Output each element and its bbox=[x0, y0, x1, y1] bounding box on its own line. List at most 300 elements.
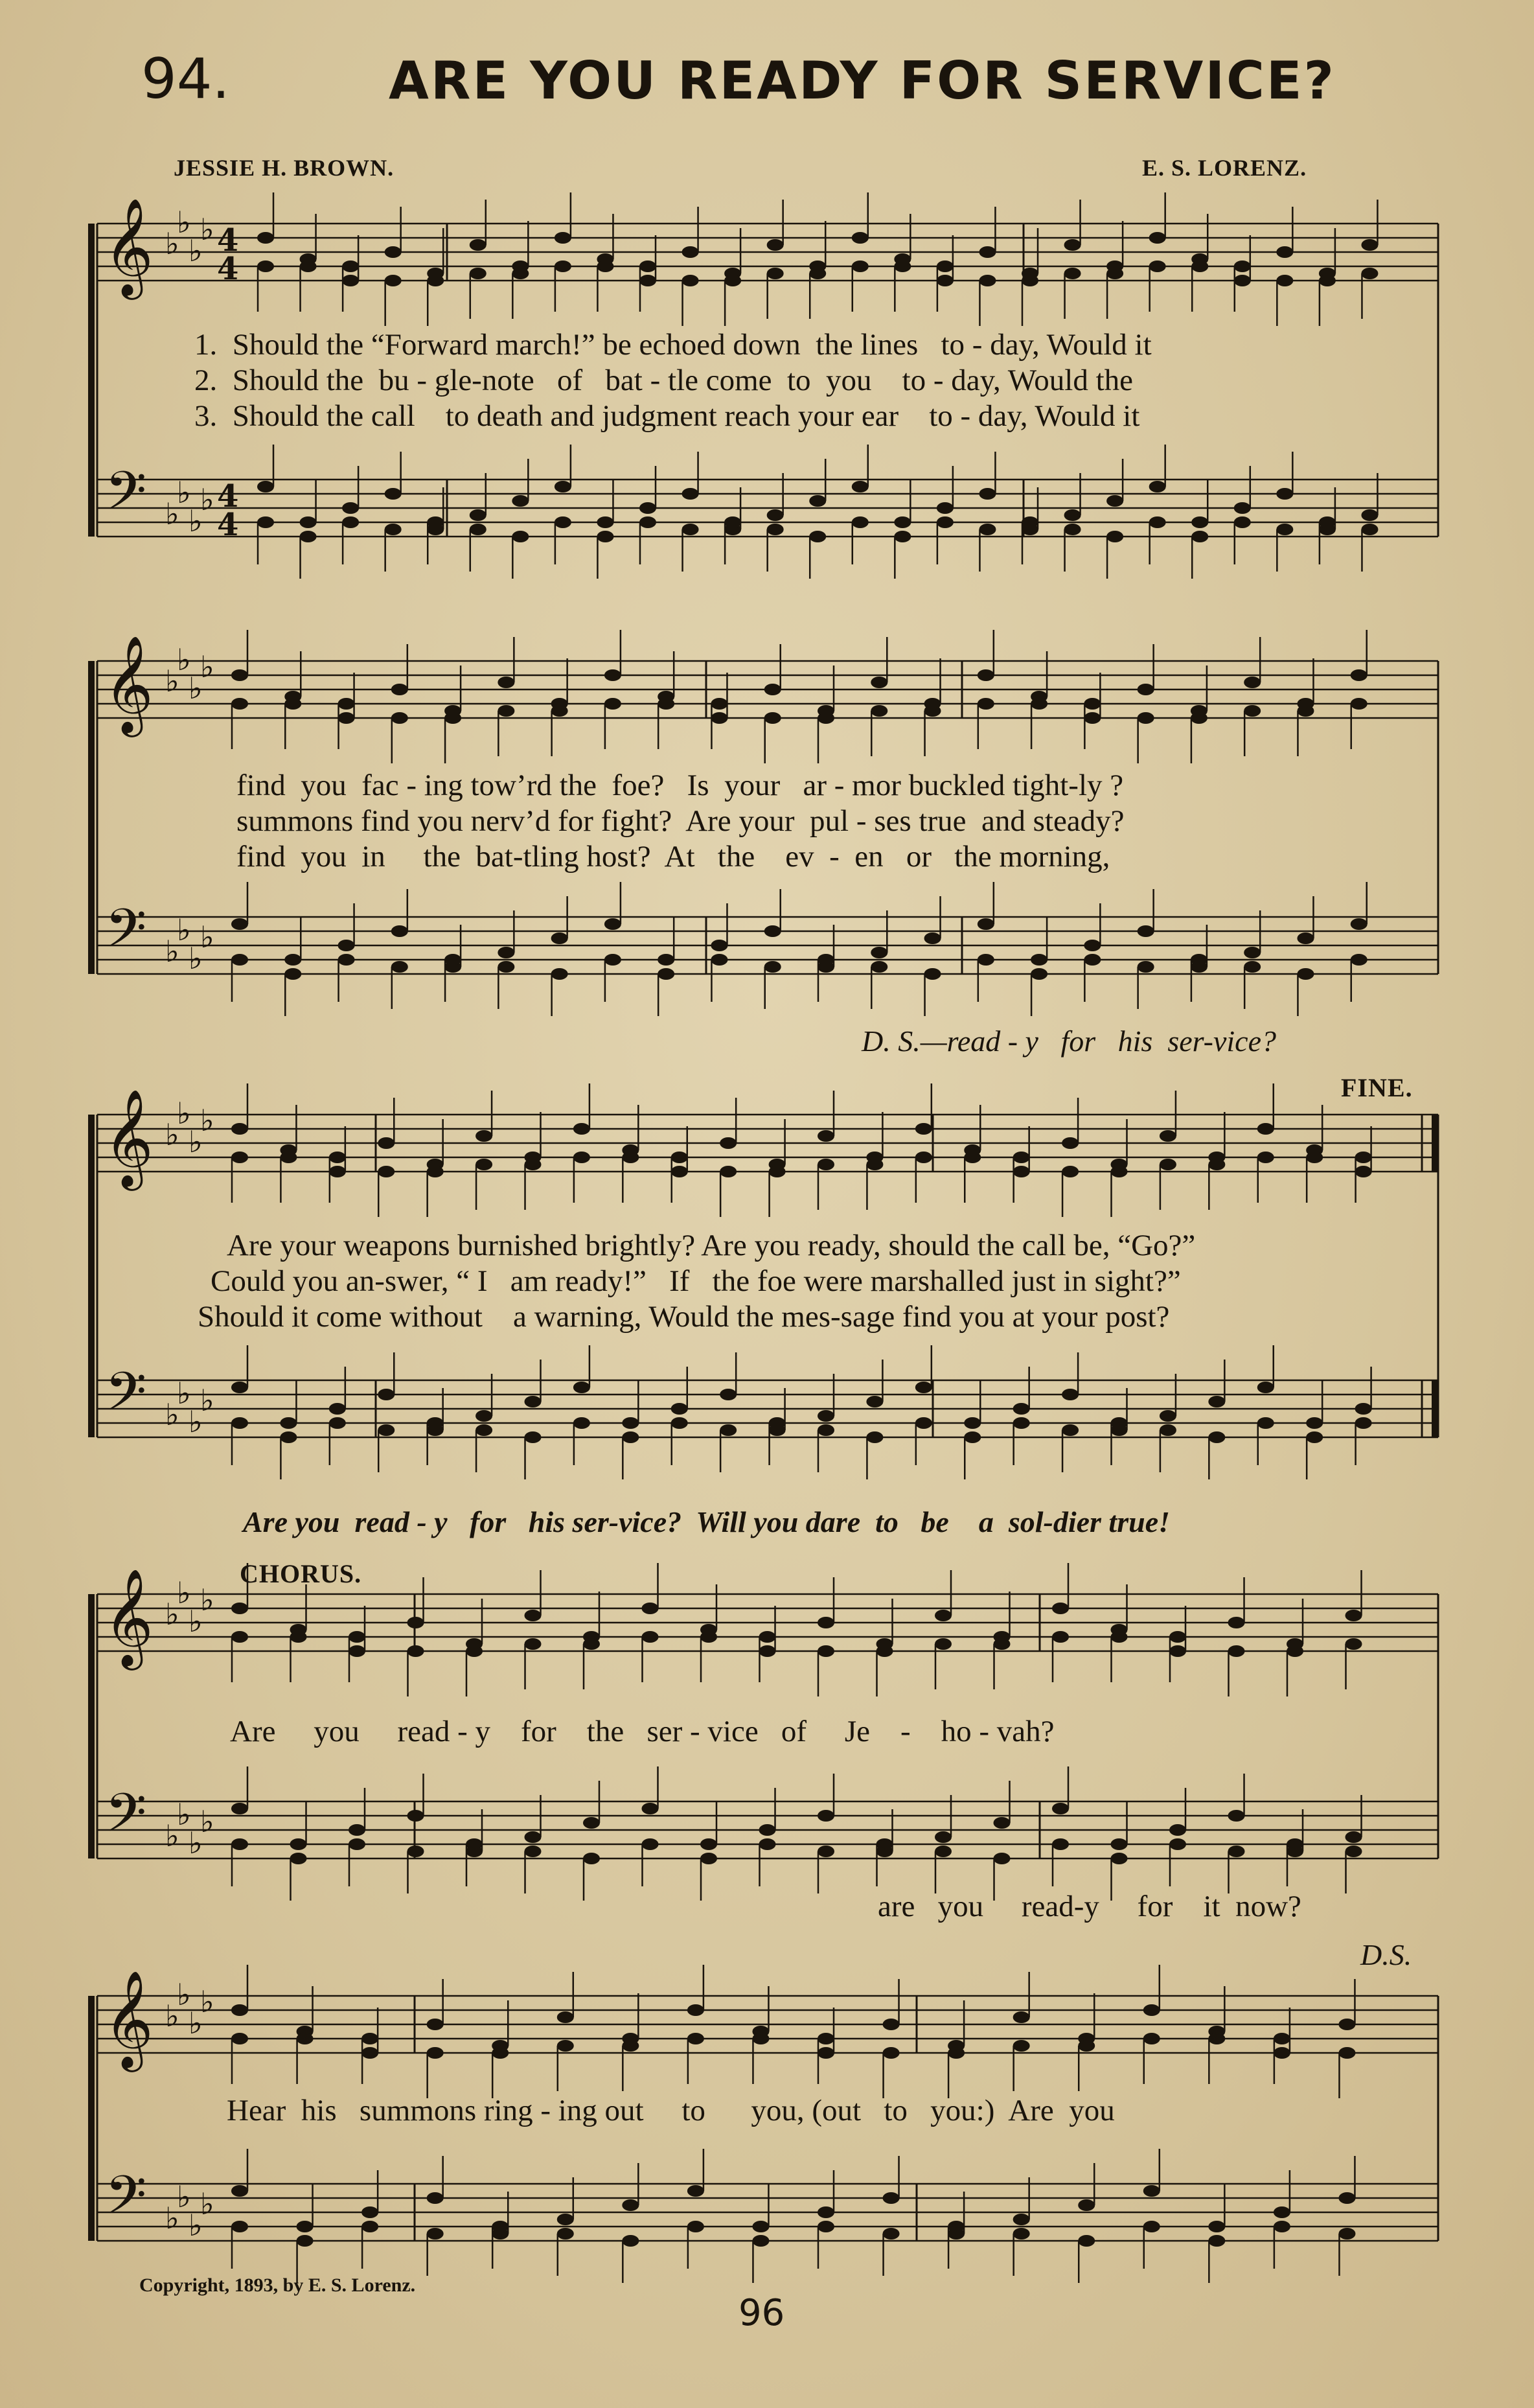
note-head bbox=[818, 2047, 834, 2059]
note-head bbox=[658, 968, 674, 980]
note-head bbox=[1149, 516, 1166, 528]
note-head bbox=[871, 961, 887, 973]
note-head bbox=[1338, 2019, 1355, 2030]
flat-icon: ♭ bbox=[200, 212, 214, 247]
note-head bbox=[342, 516, 359, 528]
note-head bbox=[555, 481, 571, 492]
note-head bbox=[711, 712, 727, 724]
flat-icon: ♭ bbox=[189, 2006, 203, 2041]
note-head bbox=[1355, 1417, 1372, 1429]
note-head bbox=[427, 516, 444, 528]
note-head bbox=[231, 1631, 248, 1643]
note-head bbox=[1084, 954, 1101, 966]
flat-icon: ♭ bbox=[165, 664, 179, 699]
note-head bbox=[231, 1603, 248, 1614]
note-head bbox=[1338, 2228, 1355, 2240]
note-head bbox=[994, 1853, 1011, 1864]
note-head bbox=[924, 932, 941, 944]
note-head bbox=[1149, 232, 1166, 244]
note-head bbox=[915, 1152, 932, 1163]
note-head bbox=[1160, 1130, 1176, 1142]
note-head bbox=[964, 1431, 981, 1443]
note-head bbox=[512, 531, 529, 542]
note-head bbox=[978, 698, 994, 710]
note-head bbox=[284, 968, 301, 980]
note-head bbox=[1191, 712, 1208, 724]
note-head bbox=[498, 705, 514, 717]
composer-credit: E. S. LORENZ. bbox=[1142, 155, 1307, 181]
note-head bbox=[876, 1645, 893, 1657]
note-head bbox=[551, 705, 568, 717]
note-head bbox=[1319, 275, 1336, 286]
note-head bbox=[385, 246, 402, 258]
note-head bbox=[1274, 2033, 1290, 2044]
note-head bbox=[1345, 1610, 1362, 1621]
note-head bbox=[724, 516, 741, 528]
note-head bbox=[894, 531, 911, 542]
note-head bbox=[1111, 1853, 1128, 1864]
note-head bbox=[466, 1838, 483, 1850]
note-head bbox=[573, 1417, 590, 1429]
note-head bbox=[1111, 1631, 1128, 1643]
note-head bbox=[604, 669, 621, 681]
note-head bbox=[764, 925, 781, 937]
time-signature: 4 bbox=[217, 507, 239, 543]
note-head bbox=[525, 1159, 542, 1170]
note-head bbox=[1111, 1838, 1128, 1850]
flat-icon: ♭ bbox=[165, 1117, 179, 1152]
note-head bbox=[1084, 712, 1101, 724]
note-head bbox=[622, 2199, 639, 2211]
note-head bbox=[1084, 698, 1101, 710]
note-head bbox=[948, 2221, 965, 2232]
note-head bbox=[1062, 1137, 1079, 1149]
note-head bbox=[767, 524, 784, 535]
note-head bbox=[1351, 698, 1368, 710]
note-head bbox=[512, 268, 529, 279]
note-head bbox=[1276, 275, 1293, 286]
note-head bbox=[280, 1431, 297, 1443]
note-head bbox=[1234, 260, 1251, 272]
note-head bbox=[1228, 1617, 1245, 1628]
note-head bbox=[525, 1638, 542, 1650]
note-head bbox=[1013, 2214, 1030, 2225]
note-head bbox=[407, 1846, 424, 1857]
note-head bbox=[257, 260, 274, 272]
note-head bbox=[818, 2221, 834, 2232]
note-head bbox=[342, 260, 359, 272]
note-head bbox=[720, 1424, 737, 1436]
flat-icon: ♭ bbox=[165, 1818, 179, 1853]
flat-icon: ♭ bbox=[165, 1597, 179, 1632]
note-head bbox=[915, 1417, 932, 1429]
note-head bbox=[883, 2019, 900, 2030]
note-head bbox=[1244, 677, 1261, 688]
note-head bbox=[1111, 1166, 1128, 1177]
note-head bbox=[852, 516, 869, 528]
flat-icon: ♭ bbox=[177, 2179, 191, 2214]
note-head bbox=[1276, 488, 1293, 500]
note-head bbox=[764, 961, 781, 973]
system-brace bbox=[88, 1996, 95, 2241]
note-head bbox=[1064, 524, 1081, 535]
flat-icon: ♭ bbox=[189, 671, 203, 706]
note-head bbox=[1013, 2040, 1030, 2052]
note-head bbox=[1257, 1152, 1274, 1163]
note-head bbox=[658, 954, 674, 966]
note-head bbox=[759, 1631, 776, 1643]
note-head bbox=[700, 1631, 717, 1643]
hymn-title: ARE YOU READY FOR SERVICE? bbox=[389, 51, 1336, 111]
note-head bbox=[1361, 509, 1378, 521]
note-head bbox=[498, 677, 514, 688]
note-head bbox=[1169, 1838, 1186, 1850]
note-head bbox=[1234, 502, 1251, 514]
note-head bbox=[1064, 509, 1081, 521]
note-head bbox=[1361, 239, 1378, 251]
note-head bbox=[1351, 669, 1368, 681]
note-head bbox=[979, 246, 996, 258]
time-signature: 4 bbox=[217, 478, 239, 515]
note-head bbox=[935, 1846, 952, 1857]
note-head bbox=[427, 275, 444, 286]
note-head bbox=[671, 1152, 688, 1163]
note-head bbox=[818, 1130, 834, 1142]
note-head bbox=[525, 1396, 542, 1407]
note-head bbox=[1257, 1123, 1274, 1135]
flat-icon: ♭ bbox=[177, 1575, 191, 1610]
flat-icon: ♭ bbox=[200, 482, 214, 517]
note-head bbox=[1064, 268, 1081, 279]
note-head bbox=[604, 918, 621, 930]
note-head bbox=[809, 495, 826, 507]
note-head bbox=[1078, 2040, 1095, 2052]
note-head bbox=[470, 524, 487, 535]
note-head bbox=[1160, 1159, 1176, 1170]
note-head bbox=[866, 1396, 883, 1407]
time-signature: 4 bbox=[217, 222, 239, 259]
note-head bbox=[622, 1431, 639, 1443]
note-head bbox=[1338, 2047, 1355, 2059]
note-head bbox=[1276, 524, 1293, 535]
note-head bbox=[642, 1803, 659, 1814]
verse-2-line-c: Could you an-swer, “ I am ready!” If the foe were marshalled just in sight?” bbox=[211, 1264, 1181, 1298]
note-head bbox=[711, 940, 727, 951]
note-head bbox=[391, 712, 408, 724]
note-head bbox=[809, 531, 826, 542]
note-head bbox=[915, 1123, 932, 1135]
note-head bbox=[1013, 1403, 1030, 1415]
note-head bbox=[871, 947, 887, 958]
note-head bbox=[338, 940, 355, 951]
flat-icon: ♭ bbox=[200, 1582, 214, 1617]
note-head bbox=[700, 1838, 717, 1850]
note-head bbox=[349, 1838, 365, 1850]
note-head bbox=[1062, 1166, 1079, 1177]
note-head bbox=[573, 1382, 590, 1393]
note-head bbox=[1106, 495, 1123, 507]
note-head bbox=[1257, 1382, 1274, 1393]
note-head bbox=[767, 239, 784, 251]
note-head bbox=[671, 1417, 688, 1429]
note-head bbox=[498, 961, 514, 973]
refrain-line: Are you read - y for his ser-vice? Will you dare to be a sol-dier true! bbox=[243, 1505, 1171, 1538]
note-head bbox=[1143, 2033, 1160, 2044]
note-head bbox=[583, 1638, 600, 1650]
note-head bbox=[964, 1417, 981, 1429]
note-head bbox=[1031, 968, 1047, 980]
bass-clef-icon: 𝄢 bbox=[105, 1781, 147, 1857]
note-head bbox=[1345, 1846, 1362, 1857]
note-head bbox=[642, 1603, 659, 1614]
note-head bbox=[1287, 1838, 1303, 1850]
verse-3-line-a: 3. Should the call to death and judgment reach your ear to - day, Would it bbox=[194, 399, 1140, 433]
note-head bbox=[1228, 1810, 1245, 1822]
note-head bbox=[1084, 940, 1101, 951]
note-head bbox=[639, 502, 656, 514]
note-head bbox=[1143, 2221, 1160, 2232]
flat-icon: ♭ bbox=[165, 934, 179, 969]
note-head bbox=[290, 1631, 307, 1643]
note-head bbox=[385, 275, 402, 286]
note-head bbox=[700, 1853, 717, 1864]
note-head bbox=[329, 1166, 346, 1177]
note-head bbox=[759, 1824, 776, 1836]
note-head bbox=[994, 1817, 1011, 1829]
note-head bbox=[338, 712, 355, 724]
note-head bbox=[1138, 925, 1154, 937]
flat-icon: ♭ bbox=[177, 1977, 191, 2012]
page-number: 96 bbox=[738, 2292, 785, 2334]
note-head bbox=[671, 1403, 688, 1415]
note-head bbox=[1208, 2235, 1225, 2247]
note-head bbox=[470, 509, 487, 521]
note-head bbox=[1355, 1403, 1372, 1415]
note-head bbox=[1355, 1166, 1372, 1177]
flat-icon: ♭ bbox=[165, 496, 179, 531]
note-head bbox=[385, 524, 402, 535]
author-credit: JESSIE H. BROWN. bbox=[174, 155, 395, 181]
note-head bbox=[978, 669, 994, 681]
note-head bbox=[818, 1617, 834, 1628]
note-head bbox=[809, 268, 826, 279]
note-head bbox=[1022, 275, 1038, 286]
time-signature: 4 bbox=[217, 251, 239, 287]
fine-marking: FINE. bbox=[1341, 1073, 1413, 1102]
note-head bbox=[492, 2221, 509, 2232]
note-head bbox=[682, 488, 699, 500]
note-head bbox=[1031, 698, 1047, 710]
note-head bbox=[297, 2033, 314, 2044]
note-head bbox=[1052, 1838, 1069, 1850]
note-head bbox=[1078, 2199, 1095, 2211]
note-head bbox=[866, 1159, 883, 1170]
note-head bbox=[687, 2004, 704, 2016]
note-head bbox=[687, 2185, 704, 2197]
note-head bbox=[231, 1417, 248, 1429]
note-head bbox=[280, 1417, 297, 1429]
flat-icon: ♭ bbox=[189, 1124, 203, 1159]
note-head bbox=[1052, 1631, 1069, 1643]
bass-clef-icon: 𝄢 bbox=[105, 459, 147, 535]
note-head bbox=[329, 1417, 346, 1429]
note-head bbox=[1149, 481, 1166, 492]
note-head bbox=[1191, 516, 1208, 528]
note-head bbox=[866, 1431, 883, 1443]
flat-icon: ♭ bbox=[177, 912, 191, 947]
note-head bbox=[1013, 2011, 1030, 2023]
note-head bbox=[894, 516, 911, 528]
note-head bbox=[1062, 1389, 1079, 1400]
note-head bbox=[378, 1137, 395, 1149]
note-head bbox=[818, 1159, 834, 1170]
note-head bbox=[231, 1838, 248, 1850]
note-head bbox=[231, 1803, 248, 1814]
note-head bbox=[557, 2040, 574, 2052]
verse-1-line-b: find you fac - ing tow’rd the foe? Is your ar - mor buckled tight-ly ? bbox=[236, 769, 1124, 802]
note-head bbox=[1169, 1645, 1186, 1657]
note-head bbox=[1297, 968, 1314, 980]
note-head bbox=[557, 2214, 574, 2225]
note-head bbox=[297, 2235, 314, 2247]
flat-icon: ♭ bbox=[177, 1797, 191, 1832]
note-head bbox=[597, 531, 613, 542]
note-head bbox=[385, 488, 402, 500]
system-brace bbox=[88, 224, 95, 537]
note-head bbox=[639, 260, 656, 272]
note-head bbox=[1111, 1417, 1128, 1429]
note-head bbox=[937, 516, 954, 528]
note-head bbox=[525, 1431, 542, 1443]
note-head bbox=[871, 677, 887, 688]
note-head bbox=[407, 1645, 424, 1657]
note-head bbox=[597, 516, 613, 528]
note-head bbox=[475, 1410, 492, 1422]
note-head bbox=[329, 1152, 346, 1163]
note-head bbox=[1031, 954, 1047, 966]
note-head bbox=[1274, 2047, 1290, 2059]
note-head bbox=[1345, 1831, 1362, 1843]
note-head bbox=[427, 2047, 444, 2059]
note-head bbox=[551, 932, 568, 944]
note-head bbox=[1138, 961, 1154, 973]
note-head bbox=[290, 1853, 307, 1864]
note-head bbox=[378, 1389, 395, 1400]
note-head bbox=[555, 260, 571, 272]
note-head bbox=[1319, 516, 1336, 528]
treble-clef-icon: 𝄞 bbox=[104, 1088, 154, 1187]
flat-icon: ♭ bbox=[177, 1376, 191, 1411]
note-head bbox=[525, 1831, 542, 1843]
note-head bbox=[622, 1417, 639, 1429]
note-head bbox=[231, 669, 248, 681]
note-head bbox=[1138, 684, 1154, 695]
note-head bbox=[231, 954, 248, 966]
note-head bbox=[1234, 516, 1251, 528]
note-head bbox=[915, 1382, 932, 1393]
note-head bbox=[1276, 246, 1293, 258]
note-head bbox=[818, 2033, 834, 2044]
note-head bbox=[1244, 705, 1261, 717]
note-head bbox=[498, 947, 514, 958]
note-head bbox=[391, 925, 408, 937]
note-head bbox=[852, 481, 869, 492]
note-head bbox=[466, 1645, 483, 1657]
note-head bbox=[1022, 516, 1038, 528]
note-head bbox=[622, 1152, 639, 1163]
note-head bbox=[475, 1159, 492, 1170]
note-head bbox=[231, 698, 248, 710]
note-head bbox=[818, 712, 834, 724]
note-head bbox=[231, 2221, 248, 2232]
note-head bbox=[284, 698, 301, 710]
flat-icon: ♭ bbox=[177, 475, 191, 510]
note-head bbox=[852, 260, 869, 272]
note-head bbox=[964, 1152, 981, 1163]
note-head bbox=[1143, 2185, 1160, 2197]
note-head bbox=[769, 1166, 786, 1177]
note-head bbox=[1228, 1645, 1245, 1657]
flat-icon: ♭ bbox=[189, 2208, 203, 2243]
note-head bbox=[231, 2004, 248, 2016]
note-head bbox=[622, 2040, 639, 2052]
note-head bbox=[818, 1424, 834, 1436]
note-head bbox=[978, 918, 994, 930]
flat-icon: ♭ bbox=[200, 920, 214, 955]
note-head bbox=[883, 2047, 900, 2059]
note-head bbox=[557, 2228, 574, 2240]
note-head bbox=[361, 2221, 378, 2232]
note-head bbox=[378, 1166, 395, 1177]
note-head bbox=[475, 1130, 492, 1142]
note-head bbox=[724, 275, 741, 286]
note-head bbox=[883, 2228, 900, 2240]
note-head bbox=[622, 2235, 639, 2247]
note-head bbox=[284, 954, 301, 966]
note-head bbox=[1169, 1824, 1186, 1836]
verse-1-line-a: 1. Should the “Forward march!” be echoed down the lines to - day, Would it bbox=[194, 328, 1152, 362]
note-head bbox=[257, 232, 274, 244]
note-head bbox=[1306, 1431, 1323, 1443]
note-head bbox=[711, 698, 727, 710]
note-head bbox=[1351, 918, 1368, 930]
note-head bbox=[557, 2011, 574, 2023]
note-head bbox=[948, 2047, 965, 2059]
note-head bbox=[1234, 275, 1251, 286]
flat-icon: ♭ bbox=[165, 1998, 179, 2033]
note-head bbox=[1274, 2206, 1290, 2218]
note-head bbox=[349, 1631, 365, 1643]
note-head bbox=[767, 268, 784, 279]
note-head bbox=[470, 239, 487, 251]
note-head bbox=[1345, 1638, 1362, 1650]
ds-marking: D.S. bbox=[1360, 1938, 1412, 1971]
bass-clef-icon: 𝄢 bbox=[105, 897, 147, 973]
bass-clef-icon: 𝄢 bbox=[105, 2164, 147, 2240]
note-head bbox=[818, 954, 834, 966]
note-head bbox=[639, 516, 656, 528]
note-head bbox=[924, 705, 941, 717]
verse-1-line-c: Are your weapons burnished brightly? Are you ready, should the call be, “Go?” bbox=[227, 1229, 1196, 1262]
note-head bbox=[1013, 1166, 1030, 1177]
note-head bbox=[1169, 1631, 1186, 1643]
note-head bbox=[1297, 932, 1314, 944]
note-head bbox=[978, 954, 994, 966]
note-head bbox=[752, 2235, 769, 2247]
note-head bbox=[876, 1838, 893, 1850]
note-head bbox=[1191, 260, 1208, 272]
note-head bbox=[297, 2221, 314, 2232]
